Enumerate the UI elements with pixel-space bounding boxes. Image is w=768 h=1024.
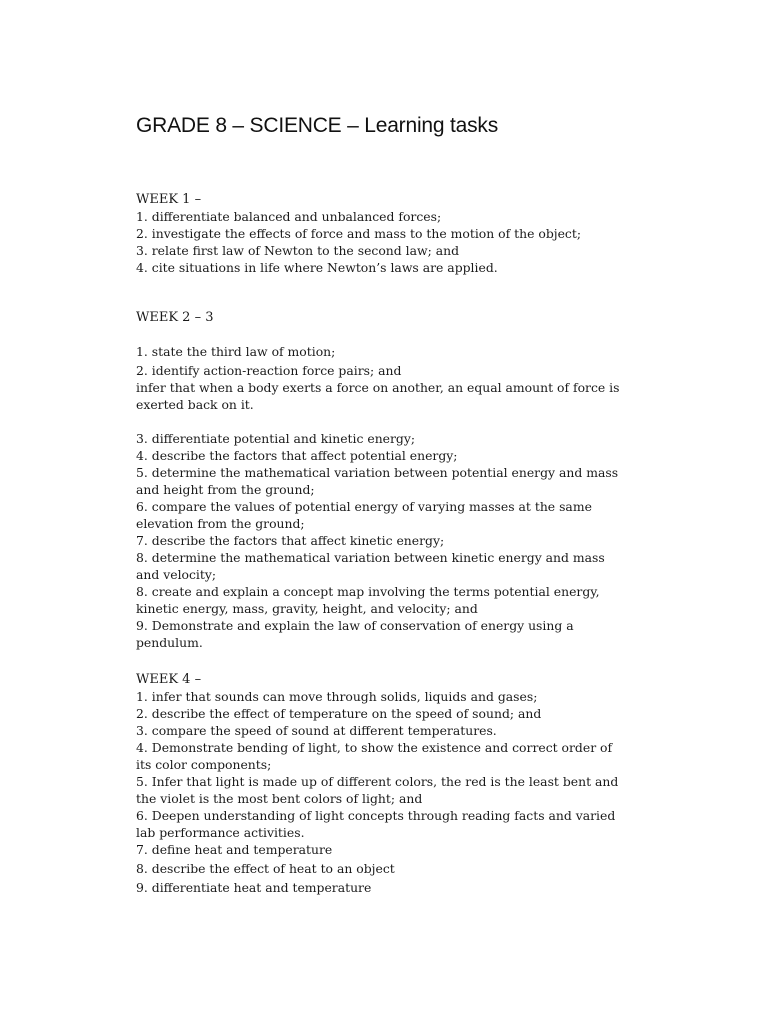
- list-item: 7. define heat and temperature: [136, 842, 333, 857]
- week-1-section: [136, 191, 656, 276]
- list-item: 3. relate first law of Newton to the second law; and: [136, 243, 460, 258]
- week-2-3-section: [136, 309, 656, 651]
- list-item: its color components;: [136, 757, 272, 772]
- list-item: 9. differentiate heat and temperature: [136, 880, 372, 895]
- list-item: 6. compare the values of potential energy of varying masses at the same: [136, 499, 592, 514]
- list-item: the violet is the most bent colors of light; and: [136, 791, 423, 806]
- list-item: 8. create and explain a concept map involving the terms potential energy,: [136, 584, 600, 599]
- list-item: and height from the ground;: [136, 482, 315, 497]
- list-item: kinetic energy, mass, gravity, height, and velocity; and: [136, 601, 478, 616]
- list-item: 1. state the third law of motion;: [136, 344, 336, 359]
- list-item: 2. investigate the effects of force and mass to the motion of the object;: [136, 226, 582, 241]
- list-item: 9. Demonstrate and explain the law of conservation of energy using a: [136, 618, 574, 633]
- week-4-section: [136, 671, 656, 896]
- list-item: lab performance activities.: [136, 825, 305, 840]
- list-item: 8. determine the mathematical variation between kinetic energy and mass: [136, 550, 605, 565]
- list-item: exerted back on it.: [136, 397, 254, 412]
- list-item: 1. infer that sounds can move through solids, liquids and gases;: [136, 689, 538, 704]
- list-item: 5. Infer that light is made up of different colors, the red is the least bent and: [136, 774, 619, 789]
- list-item: infer that when a body exerts a force on another, an equal amount of force is: [136, 380, 620, 395]
- list-item: and velocity;: [136, 567, 217, 582]
- list-item: pendulum.: [136, 635, 203, 650]
- list-item: 4. cite situations in life where Newton’s laws are applied.: [136, 260, 498, 275]
- list-item: 3. compare the speed of sound at different temperatures.: [136, 723, 497, 738]
- list-item: 1. differentiate balanced and unbalanced forces;: [136, 209, 442, 224]
- week-2-3-heading: WEEK 2 – 3: [136, 310, 214, 325]
- list-item: elevation from the ground;: [136, 516, 305, 531]
- list-item: 8. describe the effect of heat to an object: [136, 861, 395, 876]
- list-item: 4. Demonstrate bending of light, to show the existence and correct order of: [136, 740, 613, 755]
- list-item: 2. describe the effect of temperature on the speed of sound; and: [136, 706, 542, 721]
- list-item: 4. describe the factors that affect potential energy;: [136, 448, 458, 463]
- week-1-heading: WEEK 1 –: [136, 192, 202, 207]
- list-item: 2. identify action-reaction force pairs; and: [136, 363, 402, 378]
- page-title: GRADE 8 – SCIENCE – Learning tasks: [136, 114, 499, 137]
- list-item: 6. Deepen understanding of light concepts through reading facts and varied: [136, 808, 616, 823]
- list-item: 7. describe the factors that affect kinetic energy;: [136, 533, 445, 548]
- week-4-heading: WEEK 4 –: [136, 672, 202, 687]
- list-item: 5. determine the mathematical variation between potential energy and mass: [136, 465, 619, 480]
- list-item: 3. differentiate potential and kinetic energy;: [136, 431, 416, 446]
